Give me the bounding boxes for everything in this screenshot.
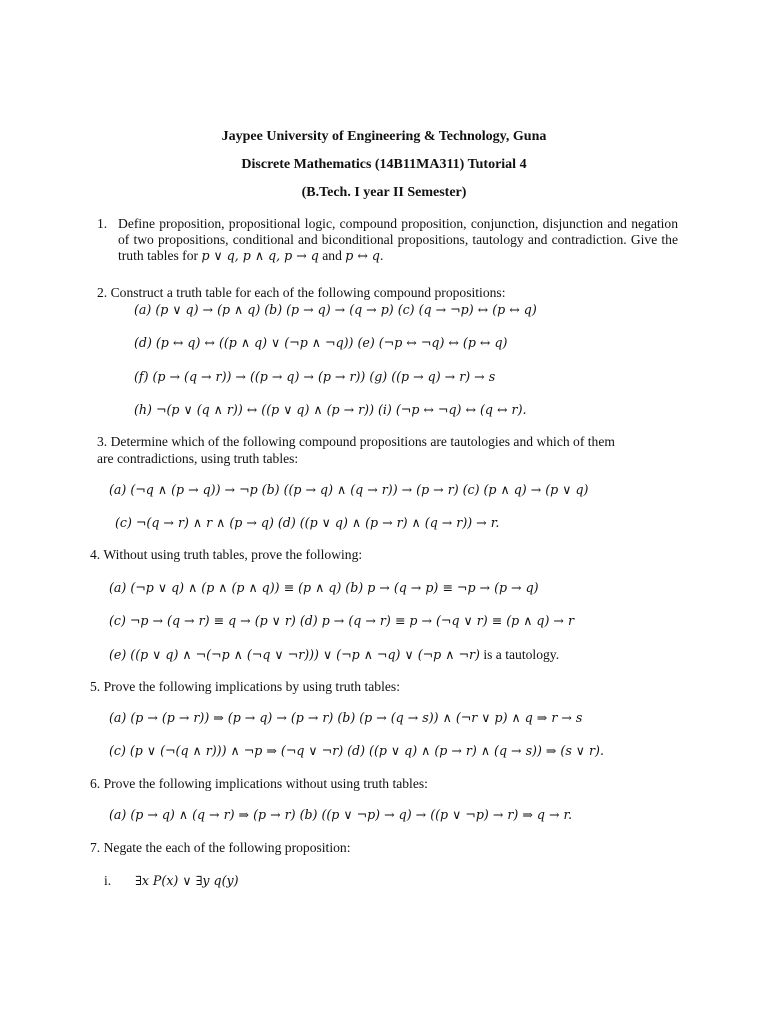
q3-line-1: (a) (¬q ∧ (p → q)) → ¬p (b) ((p → q) ∧ (q → r)) → (p → r) (c) (p ∧ q) → (p ∨ q) — [109, 482, 589, 497]
q1-text — [118, 216, 678, 264]
q5-line-1: (a) (p → (p → r)) ⇒ (p → q) → (p → r) (b) (p → (q → s)) ∧ (¬r ∨ p) ∧ q ⇒ r → s — [109, 710, 583, 725]
university-title: Jaypee University of Engineering & Technology, Guna — [221, 129, 547, 144]
q2-line-1: (a) (p ∨ q) → (p ∧ q) (b) (p → q) → (q → p) (c) (q → ¬p) ↔ (p ↔ q) — [134, 302, 537, 317]
q2-stem: 2. Construct a truth table for each of the following compound propositions: — [97, 285, 506, 300]
q1-end: . — [379, 248, 384, 263]
q2-line-2: (d) (p ↔ q) ↔ ((p ∧ q) ∨ (¬p ∧ ¬q)) (e) (¬p ↔ ¬q) ↔ (p ↔ q) — [134, 335, 508, 350]
q4-line-2: (c) ¬p → (q → r) ≡ q → (p ∨ r) (d) p → (q → r) ≡ p → (¬q ∨ r) ≡ (p ∧ q) → r — [109, 613, 574, 628]
q2-line-3: (f) (p → (q → r)) → ((p → q) → (p → r)) (g) ((p → q) → r) → s — [134, 369, 496, 384]
q7-item-formula: ∃x P(x) ∨ ∃y q(y) — [135, 873, 239, 888]
q7-item-label: i. — [104, 873, 112, 888]
q1-formulas: p ∨ q, p ∧ q, p → q — [201, 248, 319, 263]
q4-stem: 4. Without using truth tables, prove the following: — [90, 547, 363, 562]
course-title: Discrete Mathematics (14B11MA311) Tutorial 4 — [241, 157, 527, 172]
q2-line-4: (h) ¬(p ∨ (q ∧ r)) ↔ ((p ∨ q) ∧ (p → r)) (i) (¬p ↔ ¬q) ↔ (q ↔ r). — [134, 402, 527, 417]
q1-last-formula: p ↔ q — [345, 248, 380, 263]
q4-tautology-note: is a tautology. — [483, 647, 560, 662]
q7-stem: 7. Negate the each of the following proposition: — [90, 840, 351, 855]
q3-stem-1: 3. Determine which of the following compound propositions are tautologies and which of them — [97, 434, 615, 449]
q6-stem: 6. Prove the following implications without using truth tables: — [90, 776, 428, 791]
q4-line-3 — [109, 647, 559, 663]
q1-number: 1. — [97, 216, 108, 231]
q1-and: and — [322, 248, 342, 263]
q5-stem: 5. Prove the following implications by using truth tables: — [90, 679, 400, 694]
q4-line-1: (a) (¬p ∨ q) ∧ (p ∧ (p ∧ q)) ≡ (p ∧ q) (b) p → (q → p) ≡ ¬p → (p → q) — [109, 580, 539, 595]
q6-line-1: (a) (p → q) ∧ (q → r) ⇒ (p → r) (b) ((p ∨ ¬p) → q) → ((p ∨ ¬p) → r) ⇒ q → r. — [109, 807, 573, 822]
q3-stem-2: are contradictions, using truth tables: — [97, 451, 299, 466]
q4-line-3-formula: (e) ((p ∨ q) ∧ ¬(¬p ∧ (¬q ∨ ¬r))) ∨ (¬p ∧ ¬q) ∨ (¬p ∧ ¬r) — [109, 647, 480, 662]
q3-line-2: (c) ¬(q → r) ∧ r ∧ (p → q) (d) ((p ∨ q) ∧ (p → r) ∧ (q → r)) → r. — [115, 515, 500, 530]
q5-line-2: (c) (p ∨ (¬(q ∧ r))) ∧ ¬p ⇒ (¬q ∨ ¬r) (d) ((p ∨ q) ∧ (p → r) ∧ (q → s)) ⇒ (s ∨ r). — [109, 743, 604, 758]
q1-body: Define proposition, propositional logic, compound proposition, conjunction, disjunction and negation of two propositions, conditional and biconditional propositions, tautology and contradiction. Give the truth tables for — [118, 216, 678, 263]
semester-title: (B.Tech. I year II Semester) — [301, 185, 467, 200]
